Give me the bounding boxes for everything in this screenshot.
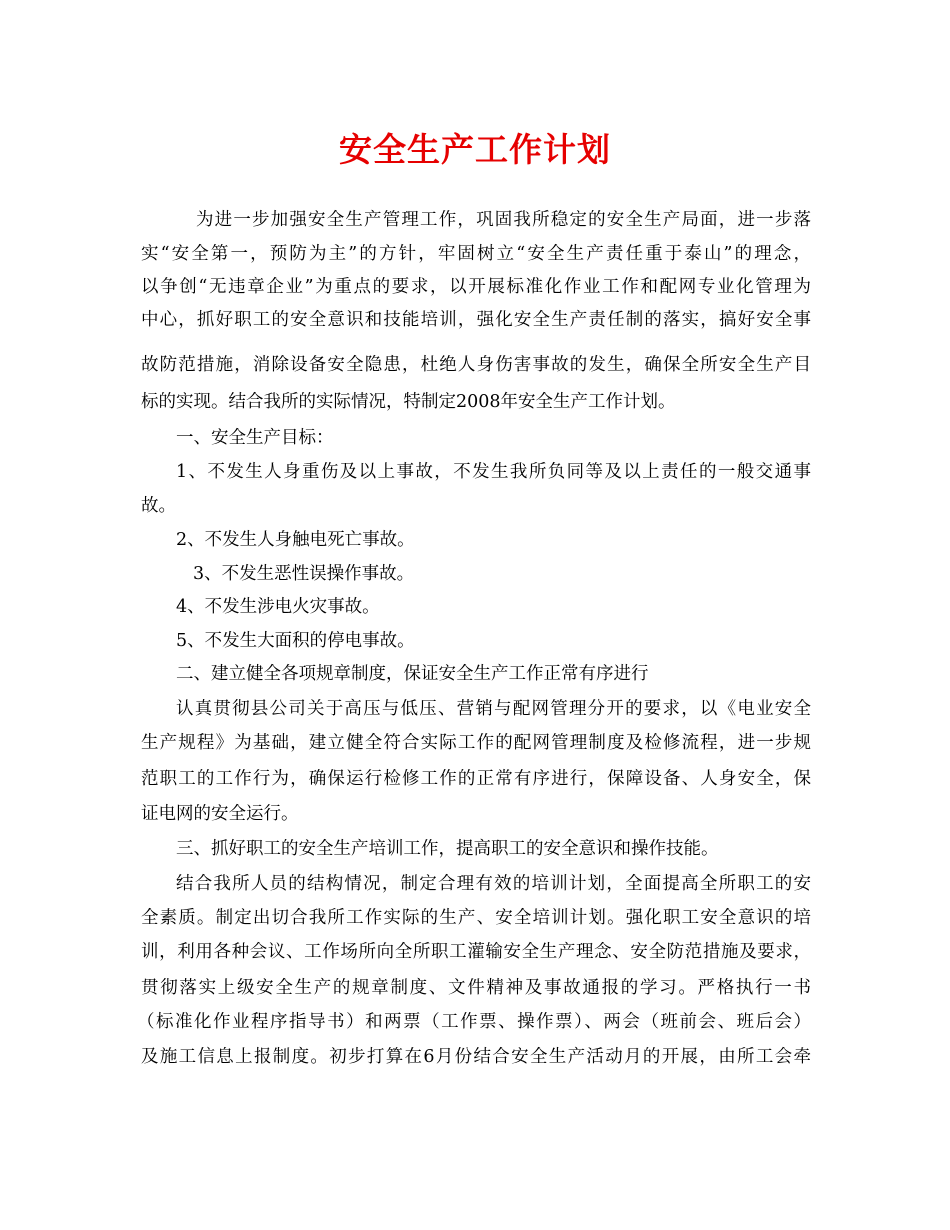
list-item: 5、不发生大面积的停电事故。: [176, 631, 415, 651]
paragraph-line: 为进一步加强安全生产管理工作，巩固我所稳定的安全生产局面，进一步落: [196, 210, 811, 230]
list-item: 2、不发生人身触电死亡事故。: [176, 530, 415, 550]
paragraph-line: 以争创“无违章企业”为重点的要求，以开展标准化作业工作和配网专业化管理为: [141, 277, 811, 297]
paragraph-line: 全素质。制定出切合我所工作实际的生产、安全培训计划。强化职工安全意识的培: [141, 908, 811, 928]
paragraph-line: （标准化作业程序指导书）和两票（工作票、操作票）、两会（班前会、班后会）: [137, 1012, 811, 1032]
list-item-continuation: 故。: [141, 496, 176, 516]
paragraph-line: 实“安全第一，预防为主”的方针，牢固树立“安全生产责任重于泰山”的理念，: [141, 244, 811, 264]
paragraph-line: 证电网的安全运行。: [141, 804, 299, 824]
paragraph-line: 生产规程》为基础，建立健全符合实际工作的配网管理制度及检修流程，进一步规: [141, 733, 811, 753]
paragraph-line: 标的实现。结合我所的实际情况，特制定2008年安全生产工作计划。: [141, 392, 676, 412]
section-heading: 一、安全生产目标：: [176, 428, 334, 448]
list-item: 4、不发生涉电火灾事故。: [176, 597, 380, 617]
paragraph-line: 范职工的工作行为，确保运行检修工作的正常有序进行，保障设备、人身安全，保: [141, 769, 811, 789]
list-item: 3、不发生恶性误操作事故。: [193, 564, 415, 584]
paragraph-line: 中心，抓好职工的安全意识和技能培训，强化安全生产责任制的落实，搞好安全事: [141, 310, 811, 330]
paragraph-line: 结合我所人员的结构情况，制定合理有效的培训计划，全面提高全所职工的安: [176, 874, 811, 894]
paragraph-line: 贯彻落实上级安全生产的规章制度、文件精神及事故通报的学习。严格执行一书: [141, 978, 811, 998]
section-heading: 三、抓好职工的安全生产培训工作，提高职工的安全意识和操作技能。: [176, 839, 719, 859]
paragraph-line: 故防范措施，消除设备安全隐患，杜绝人身伤害事故的发生，确保全所安全生产目: [141, 355, 811, 375]
paragraph-line: 训，利用各种会议、工作场所向全所职工灌输安全生产理念、安全防范措施及要求，: [141, 942, 811, 962]
paragraph-line: 及施工信息上报制度。初步打算在6月份结合安全生产活动月的开展，由所工会牵: [141, 1047, 811, 1067]
document-title: 安全生产工作计划: [339, 130, 611, 169]
list-item: 1、不发生人身重伤及以上事故，不发生我所负同等及以上责任的一般交通事: [176, 462, 811, 482]
section-heading: 二、建立健全各项规章制度，保证安全生产工作正常有序进行: [176, 664, 649, 684]
paragraph-line: 认真贯彻县公司关于高压与低压、营销与配网管理分开的要求，以《电业安全: [176, 699, 811, 719]
